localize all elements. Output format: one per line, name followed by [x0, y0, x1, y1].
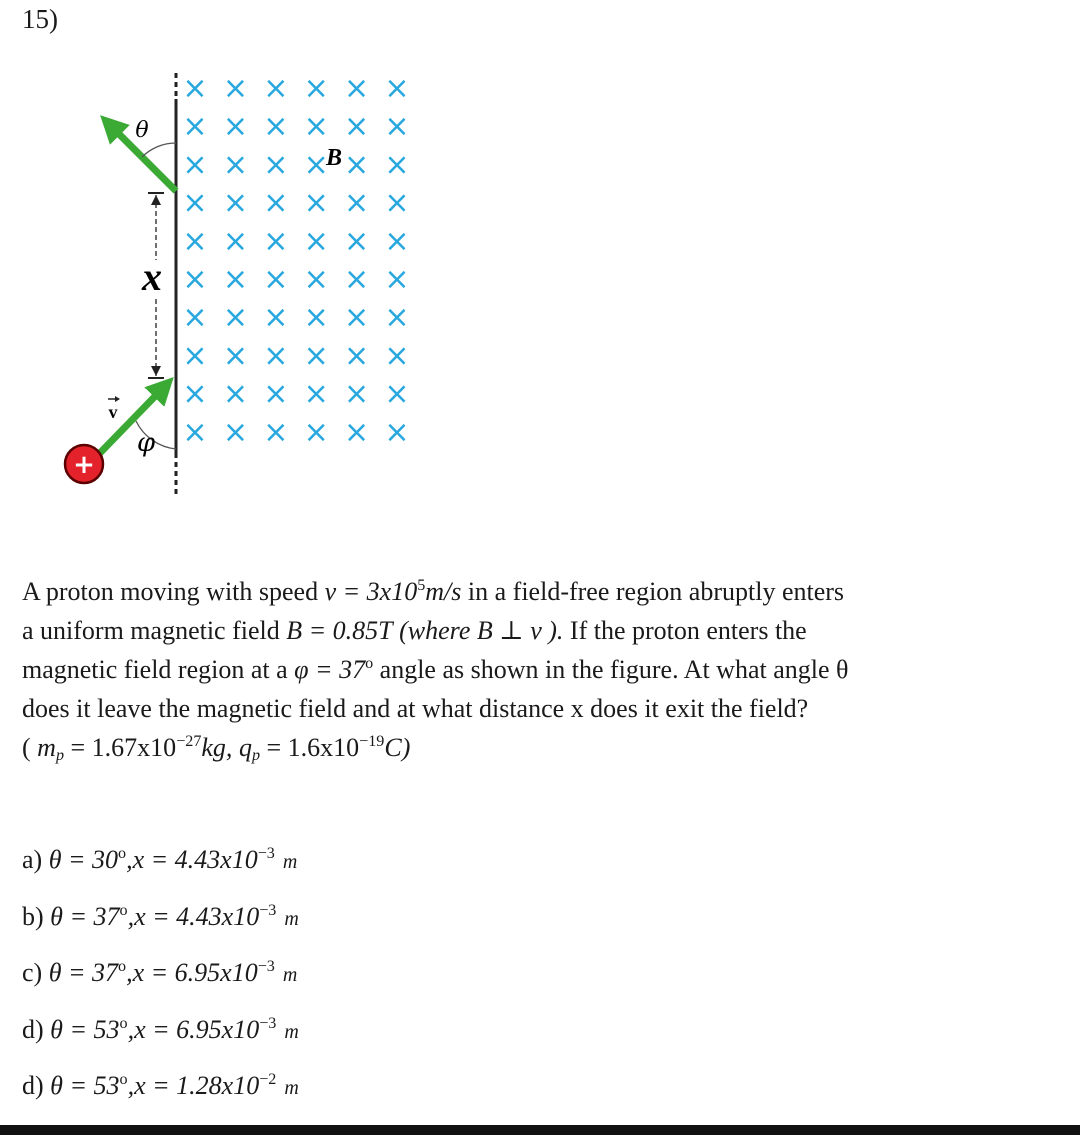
field-cross: ×	[384, 223, 410, 259]
field-cross: ×	[303, 223, 329, 259]
field-cross: ×	[263, 300, 289, 336]
field-cross: ×	[263, 185, 289, 221]
field-cross: ×	[384, 338, 410, 374]
answer-options	[22, 842, 299, 1125]
field-cross: ×	[344, 109, 370, 145]
field-cross: ×	[263, 338, 289, 374]
field-cross: ×	[222, 185, 248, 221]
field-cross: ×	[344, 223, 370, 259]
field-cross: ×	[344, 414, 370, 450]
field-cross: ×	[222, 376, 248, 412]
field-cross: ×	[263, 147, 289, 183]
field-cross: ×	[384, 185, 410, 221]
distance-x-label: x	[142, 254, 162, 299]
field-cross: ×	[182, 262, 208, 297]
field-cross: ×	[384, 71, 410, 106]
field-cross: ×	[182, 147, 208, 183]
field-cross: ×	[303, 109, 329, 145]
problem-line-2: a uniform magnetic field B = 0.85T (where B ⊥ v ). If the proton enters the	[22, 616, 807, 645]
problem-line-5: ( $m_p = 1.67x10^{-27}kg$, $q_p = 1.6x10^{-19}C$)	[22, 733, 411, 765]
field-cross: ×	[303, 71, 329, 106]
field-cross: ×	[263, 71, 289, 106]
bottom-bar	[0, 1125, 1080, 1135]
field-cross: ×	[344, 338, 370, 374]
velocity-v-label: v	[108, 402, 118, 422]
field-cross: ×	[303, 185, 329, 221]
field-cross: ×	[384, 414, 410, 450]
distance-arrowhead-top	[151, 195, 161, 205]
field-cross: ×	[303, 376, 329, 412]
field-cross: ×	[384, 147, 410, 183]
field-cross: ×	[182, 223, 208, 259]
problem-statement	[22, 572, 997, 767]
field-cross: ×	[182, 338, 208, 374]
field-cross: ×	[182, 300, 208, 336]
phi-label: φ	[136, 428, 156, 458]
field-cross: ×	[182, 376, 208, 412]
field-cross: ×	[182, 185, 208, 221]
field-cross: ×	[384, 262, 410, 297]
option-c[interactable]: c) $\theta = 37^o,x = 6.95x10^{-3}$ m	[22, 958, 298, 988]
field-cross: ×	[303, 300, 329, 336]
theta-angle-arc	[142, 143, 176, 157]
field-cross: ×	[303, 262, 329, 297]
field-cross: ×	[303, 414, 329, 450]
field-cross: ×	[384, 109, 410, 145]
field-cross: ×	[222, 262, 248, 297]
field-cross: ×	[344, 376, 370, 412]
option-b[interactable]: b) $\theta = 37^o,x = 4.43x10^{-3}$ m	[22, 901, 299, 931]
field-cross: ×	[344, 185, 370, 221]
field-cross: ×	[263, 414, 289, 450]
field-cross: ×	[303, 147, 329, 183]
field-cross: ×	[263, 109, 289, 145]
field-cross: ×	[263, 262, 289, 297]
magnetic-field-figure	[0, 55, 430, 495]
field-cross: ×	[344, 71, 370, 106]
theta-label: θ	[135, 118, 149, 143]
field-cross: ×	[182, 414, 208, 450]
problem-line-3: magnetic field region at a $\varphi = 37^o$ angle as shown in the figure. At what angle θ	[22, 655, 849, 684]
velocity-vector-head	[115, 396, 120, 402]
field-cross: ×	[344, 262, 370, 297]
question-number: 15)	[22, 4, 58, 34]
field-cross: ×	[344, 300, 370, 336]
field-cross: ×	[222, 338, 248, 374]
option-d-second[interactable]: d) $\theta = 53^o,x = 1.28x10^{-2}$ m	[22, 1071, 299, 1101]
field-cross: ×	[263, 223, 289, 259]
field-cross: ×	[182, 71, 208, 106]
field-cross: ×	[222, 147, 248, 183]
field-cross-grid	[182, 71, 409, 450]
field-cross: ×	[222, 223, 248, 259]
distance-arrowhead-bottom	[151, 366, 161, 376]
problem-line-4: does it leave the magnetic field and at what distance x does it exit the field?	[22, 694, 809, 723]
option-d[interactable]: d) $\theta = 53^o,x = 6.95x10^{-3}$ m	[22, 1014, 299, 1044]
field-cross: ×	[222, 414, 248, 450]
field-b-label: B	[325, 145, 343, 171]
field-cross: ×	[384, 376, 410, 412]
field-cross: ×	[344, 147, 370, 183]
field-cross: ×	[303, 338, 329, 374]
field-cross: ×	[384, 300, 410, 336]
field-cross: ×	[222, 300, 248, 336]
field-cross: ×	[182, 109, 208, 145]
field-cross: ×	[222, 109, 248, 145]
problem-line-1: A proton moving with speed $v = 3x10^5m/s$ in a field-free region abruptly enters	[22, 577, 845, 606]
field-cross: ×	[222, 71, 248, 106]
option-a[interactable]: a) $\theta = 30^o,x = 4.43x10^{-3}$ m	[22, 845, 298, 874]
proton-charge-label: +	[73, 450, 95, 480]
field-cross: ×	[263, 376, 289, 412]
